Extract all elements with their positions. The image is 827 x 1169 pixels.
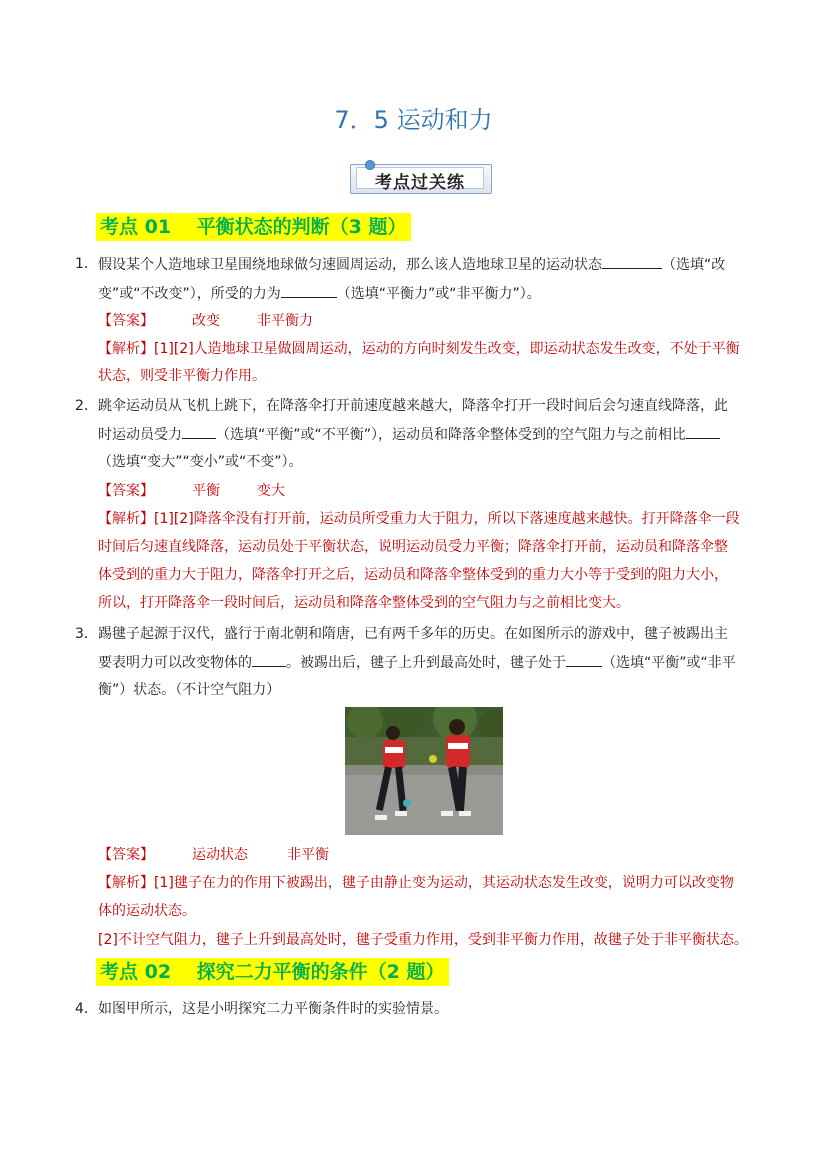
q3-line2c: （选填“平衡”或“非平 [602, 655, 736, 671]
question-text [98, 254, 725, 275]
analysis-text: [2]不计空气阻力，毽子上升到最高处时，毽子受重力作用，受到非平衡力作用，故毽子处于非平衡状态。 [98, 932, 748, 948]
badge-label: 考点过关练 [375, 173, 465, 193]
section-heading-02: 考点 02 探究二力平衡的条件（2 题） [96, 958, 449, 986]
answer-value: 变大 [257, 483, 285, 499]
section-heading-01: 考点 01 平衡状态的判断（3 题） [96, 213, 411, 241]
section-badge [350, 160, 492, 194]
q1-line2b: （选填“平衡力”或“非平衡力”）。 [336, 286, 541, 302]
shuttlecock-kicking-photo [345, 707, 503, 835]
analysis-label: 【解析】 [98, 875, 154, 891]
question-number: 1． [75, 256, 98, 272]
analysis-label: 【解析】 [98, 511, 154, 527]
analysis-text: 体受到的重力大于阻力，降落伞打开之后，运动员和降落伞整体受到的重力大小等于受到的阻力大小， [98, 567, 728, 583]
question-number: 3． [75, 626, 98, 642]
q2-analysis1: [1][2]降落伞没有打开前，运动员所受重力大于阻力，所以下落速度越来越快。打开降落伞一段 [154, 511, 740, 527]
question-text [98, 652, 736, 673]
answer-value: 非平衡 [287, 847, 329, 863]
answer-value: 非平衡力 [257, 313, 313, 329]
question-text: （选填“变大”“变小”或“不变”）。 [98, 454, 303, 470]
question-text: 跳伞运动员从飞机上跳下，在降落伞打开前速度越来越大，降落伞打开一段时间后会匀速直线降落，此 [98, 398, 728, 414]
q3-line2a: 要表明力可以改变物体的 [98, 655, 252, 671]
q1-line2a: 变”或“不改变”），所受的力为 [98, 286, 281, 302]
q2-line2a: 时运动员受力 [98, 427, 182, 443]
question-text [98, 283, 541, 304]
analysis-label: 【解析】 [98, 341, 154, 357]
question-text: 衡”）状态。（不计空气阻力） [98, 682, 281, 698]
answer-blank [252, 652, 286, 667]
answer-blank [182, 424, 216, 439]
answer-value: 改变 [192, 313, 220, 329]
analysis-text: 体的运动状态。 [98, 903, 196, 919]
answer-label: 【答案】 [98, 847, 154, 863]
question-number: 4． [75, 1001, 98, 1017]
page-title: 7．5 运动和力 [334, 106, 493, 134]
question-number: 2． [75, 398, 98, 414]
q1-analysis1: [1][2]人造地球卫星做圆周运动，运动的方向时刻发生改变，即运动状态发生改变，不处于平衡 [154, 341, 740, 357]
question-text: 踢毽子起源于汉代，盛行于南北朝和隋唐，已有两千多年的历史。在如图所示的游戏中，毽子被踢出主 [98, 626, 728, 642]
question-text: 如图甲所示，这是小明探究二力平衡条件时的实验情景。 [98, 1001, 448, 1017]
answer-blank [602, 254, 662, 269]
answer-value: 运动状态 [192, 847, 248, 863]
q1-line1b: （选填“改 [662, 257, 726, 273]
answer-label: 【答案】 [98, 483, 154, 499]
analysis-text: 状态，则受非平衡力作用。 [98, 368, 266, 384]
analysis-text [98, 339, 740, 359]
answer-blank [686, 424, 720, 439]
q3-line2b: 。被踢出后，毽子上升到最高处时，毽子处于 [286, 655, 566, 671]
answer-value: 平衡 [192, 483, 220, 499]
analysis-text: 所以，打开降落伞一段时间后，运动员和降落伞整体受到的空气阻力与之前相比变大。 [98, 595, 630, 611]
analysis-text: 时间后匀速直线降落，运动员处于平衡状态，说明运动员受力平衡；降落伞打开前，运动员和降落伞整 [98, 539, 728, 555]
analysis-text [98, 873, 734, 893]
answer-label: 【答案】 [98, 313, 154, 329]
q3-analysis1: [1]毽子在力的作用下被踢出，毽子由静止变为运动，其运动状态发生改变，说明力可以改变物 [154, 875, 734, 891]
question-text [98, 424, 720, 445]
answer-blank [566, 652, 602, 667]
analysis-text [98, 509, 740, 529]
answer-blank [281, 283, 337, 298]
q1-line1a: 假设某个人造地球卫星围绕地球做匀速圆周运动，那么该人造地球卫星的运动状态 [98, 257, 602, 273]
q2-line2b: （选填“平衡”或“不平衡”），运动员和降落伞整体受到的空气阻力与之前相比 [216, 427, 687, 443]
